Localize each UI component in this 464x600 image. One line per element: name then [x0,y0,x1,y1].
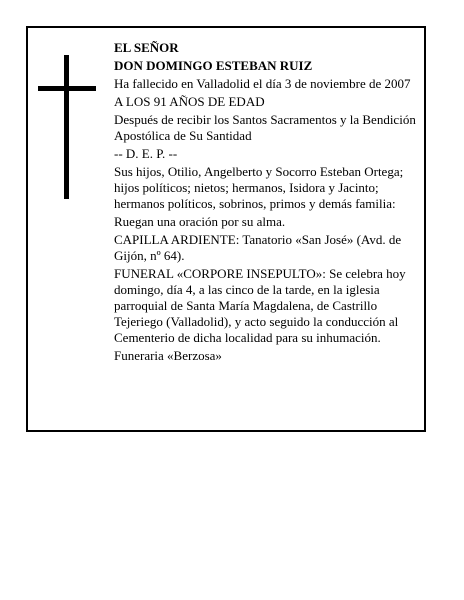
chapel-info [114,232,422,264]
notice-text [114,40,422,366]
prayer-request: Ruegan una oración por su alma. [114,214,286,229]
sacraments-statement: Después de recibir los Santos Sacramentos y la Bendición Apostólica de Su Santidad [114,112,416,143]
chapel-label: CAPILLA ARDIENTE: [114,232,240,247]
funeral-label: FUNERAL «CORPORE INSEPULTO» [114,266,323,281]
funeral-home: Funeraria «Berzosa» [114,348,222,363]
deceased-name: DON DOMINGO ESTEBAN RUIZ [114,58,313,73]
funeral-info [114,266,422,346]
family-statement: Sus hijos, Otilio, Angelberto y Socorro Esteban Ortega; hijos políticos; nietos; hermanos, Isidora y Jacinto; hermanos políticos, sobrinos, primos y demás familia: [114,164,404,211]
rip-line: -- D. E. P. -- [114,146,178,161]
cross-icon [38,55,96,199]
death-statement: Ha fallecido en Valladolid el día 3 de noviembre de 2007 [114,76,411,91]
obituary-notice [26,26,426,432]
cross-vertical-bar [64,55,69,199]
age-statement: A LOS 91 AÑOS DE EDAD [114,94,265,109]
cross-horizontal-bar [38,86,96,91]
chapel-text: Tanatorio «San José» (Avd. de Gijón, nº 64). [114,232,402,263]
title-line-1: EL SEÑOR [114,40,179,55]
funeral-text: : Se celebra hoy domingo, día 4, a las cinco de la tarde, en la iglesia parroquial de Santa María Magdalena, de Castrillo Tejeriego (Valladolid), y acto seguido la conducción al Cementerio de dicha localidad para su inhumación. [114,266,406,345]
